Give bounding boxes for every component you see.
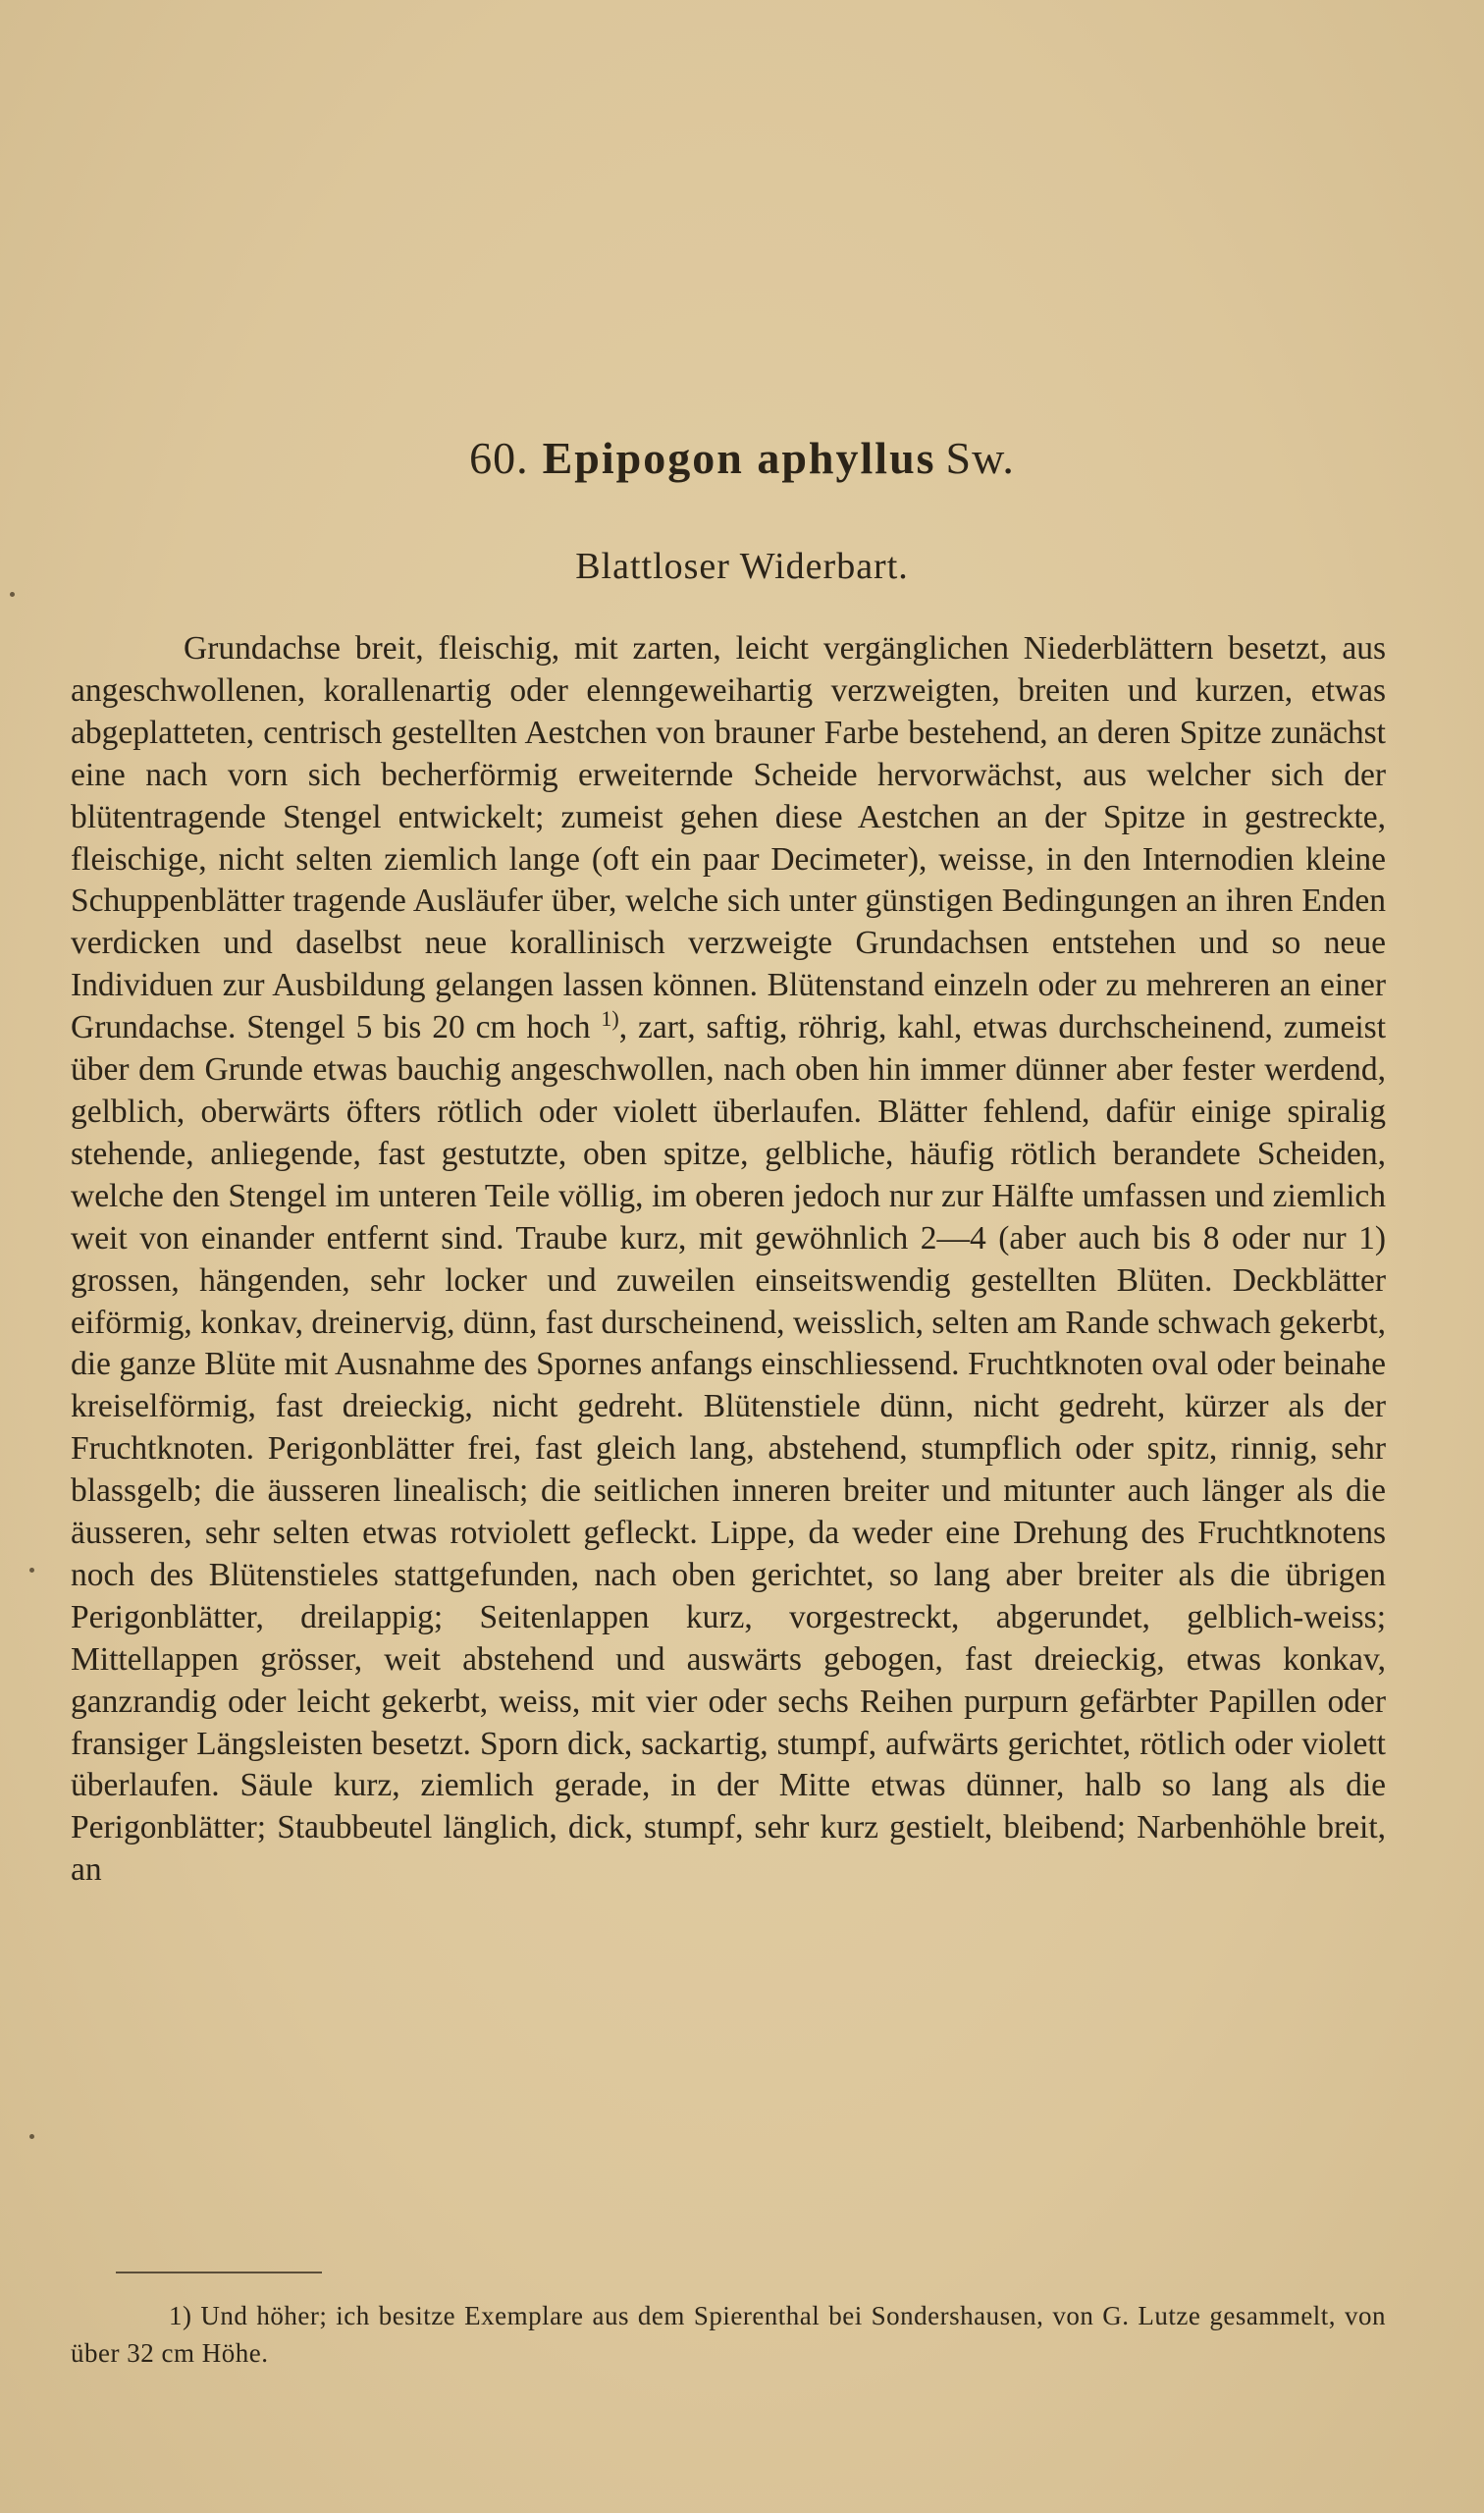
- species-author: Sw.: [945, 433, 1015, 483]
- description-part-2: , zart, saftig, röhrig, kahl, etwas durchscheinend, zumeist über dem Grunde etwas bauchig angeschwollen, nach oben hin immer dünner aber fester werdend, gelblich, oberwärts öfters rötlich oder violett überlaufen. Blätter fehlend, dafür einige spiralig stehende, anliegende, fast gestutzte, oben spitze, gelbliche, häufig rötlich berandete Scheiden, welche den Stengel im unteren Teile völlig, im oberen jedoch nur zur Hälfte umfassen und ziemlich weit von einander entfernt sind. Traube kurz, mit gewöhnlich 2—4 (aber auch bis 8 oder nur 1) grossen, hängenden, sehr locker und zuweilen einseitswendig gestellten Blüten. Deckblätter eiförmig, konkav, dreinervig, dünn, fast durscheinend, weisslich, selten am Rande schwach gekerbt, die ganze Blüte mit Ausnahme des Spornes anfangs einschliessend. Fruchtknoten oval oder beinahe kreiselförmig, fast dreieckig, nicht gedreht. Blütenstiele dünn, nicht gedreht, kürzer als der Fruchtknoten. Perigonblätter frei, fast gleich lang, abstehend, stumpflich oder spitz, rinnig, sehr blassgelb; die äusseren linealisch; die seitlichen inneren breiter und mitunter auch länger als die äusseren, sehr selten etwas rotviolett gefleckt. Lippe, da weder eine Drehung des Fruchtknotens noch des Blütenstieles stattgefunden, nach oben gerichtet, so lang aber breiter als die übrigen Perigonblätter, dreilappig; Seitenlappen kurz, vorgestreckt, abgerundet, gelblich-weiss; Mittellappen grösser, weit abstehend und auswärts gebogen, fast dreieckig, etwas konkav, ganzrandig oder leicht gekerbt, weiss, mit vier oder sechs Reihen purpurn gefärbter Papillen oder fransiger Längsleisten besetzt. Sporn dick, sackartig, stumpf, aufwärts gerichtet, rötlich oder violett überlaufen. Säule kurz, ziemlich gerade, in der Mitte etwas dünner, halb so lang als die Perigonblätter; Staubbeutel länglich, dick, stumpf, sehr kurz gestielt, bleibend; Narbenhöhle breit, an: [71, 1009, 1387, 1889]
- species-number: 60.: [469, 433, 529, 483]
- paper-speck: [10, 592, 15, 597]
- footnote-reference: 1): [601, 1006, 619, 1031]
- footnote: 1) Und höher; ich besitze Exemplare aus dem Spierenthal bei Sondershausen, von G. Lutze gesammelt, von über 32 cm Höhe.: [71, 2301, 1386, 2368]
- description-paragraph: [71, 628, 1386, 1892]
- species-heading: [0, 432, 1484, 484]
- description-part-1: Grundachse breit, fleischig, mit zarten, leicht vergänglichen Niederblättern besetzt, aus angeschwollenen, korallenartig oder elenngeweihartig verzweigten, breiten und kurzen, etwas abgeplatteten, centrisch gestellten Aestchen von brauner Farbe bestehend, an deren Spitze zunächst eine nach vorn sich becherförmig erweiternde Scheide hervorwächst, aus welcher sich der blütentragende Stengel entwickelt; zumeist gehen diese Aestchen an der Spitze in gestreckte, fleischige, nicht selten ziemlich lange (oft ein paar Decimeter), weisse, in den Internodien kleine Schuppenblätter tragende Ausläufer über, welche sich unter günstigen Bedingungen an ihren Enden verdicken und daselbst neue korallinisch verzweigte Grundachsen entstehen und so neue Individuen zur Ausbildung gelangen lassen können. Blütenstand einzeln oder zu mehreren an einer Grundachse. Stengel 5 bis 20 cm hoch: [71, 630, 1386, 1046]
- footnote-divider: [116, 2272, 322, 2273]
- paper-speck: [29, 1568, 34, 1573]
- common-name: Blattloser Widerbart.: [575, 546, 909, 587]
- paper-speck: [29, 2134, 34, 2139]
- species-name: Epipogon aphyllus: [542, 433, 936, 483]
